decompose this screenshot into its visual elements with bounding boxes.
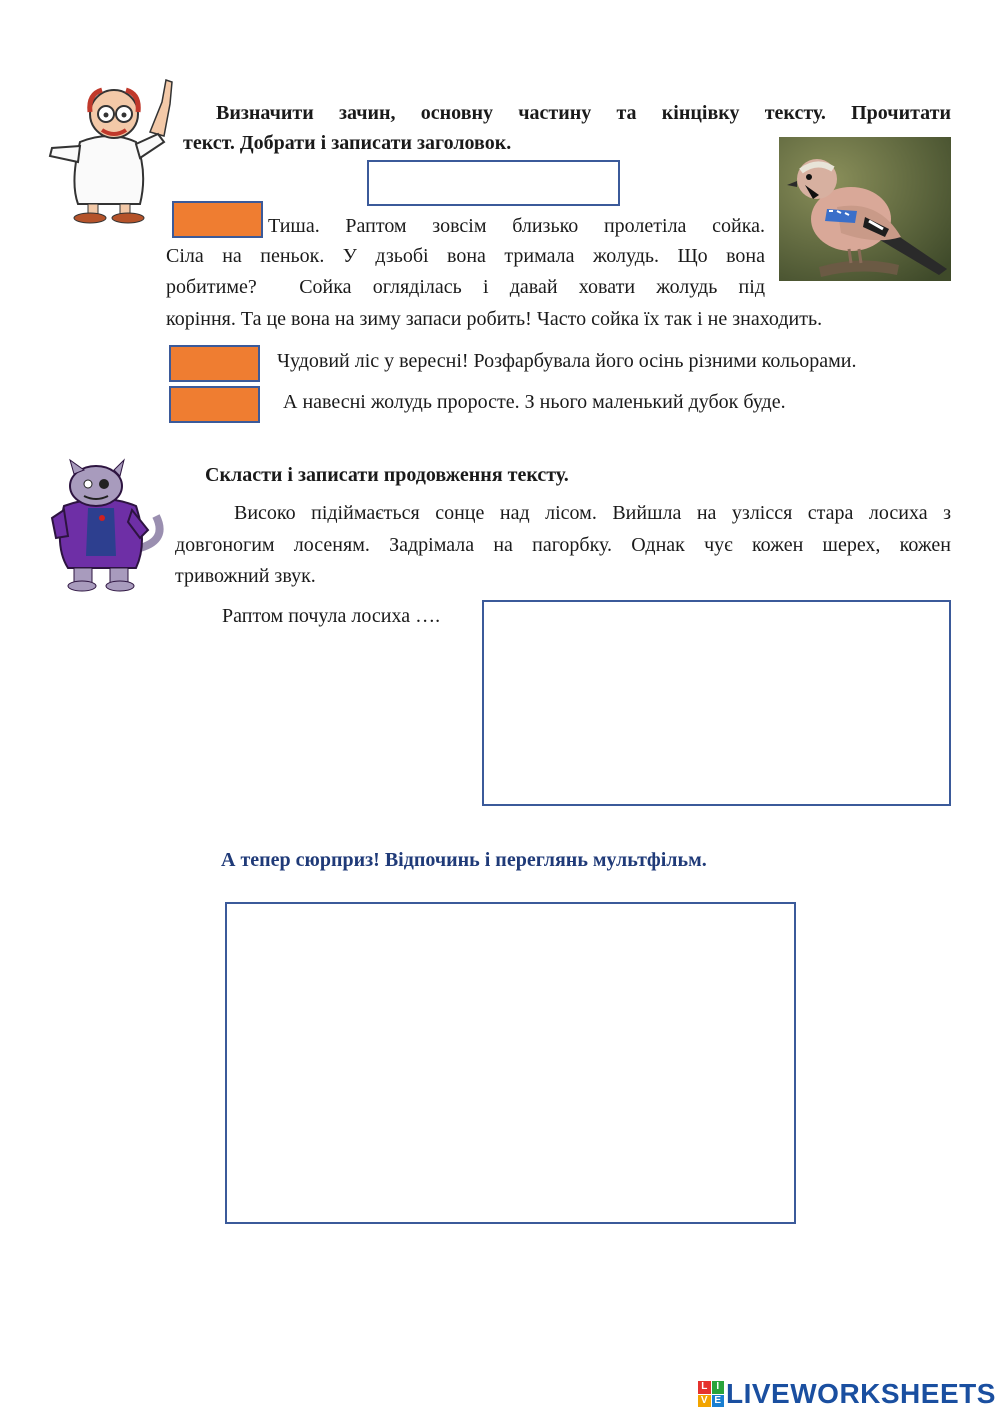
task1-heading-line1: Визначити зачин, основну частину та кінцівку тексту. Прочитати	[216, 102, 951, 124]
task2-text-line2: довгоногим лосеням. Задрімала на пагорбку. Однак чує кожен шерех, кожен	[175, 534, 951, 556]
cat-illustration	[44, 456, 166, 596]
paragraph-a-line3: робитиме? Сойка огляділась і давай ховати жолудь під	[166, 276, 765, 298]
professor-illustration	[40, 72, 180, 224]
video-embed-box[interactable]	[225, 902, 796, 1224]
paragraph-b: Чудовий ліс у вересні! Розфарбувала його осінь різними кольорами.	[277, 350, 857, 372]
paragraph-a-line1: Тиша. Раптом зовсім близько пролетіла сойка.	[268, 215, 765, 237]
task1-heading-line2: текст. Добрати і записати заголовок.	[183, 132, 512, 154]
order-box-2[interactable]	[169, 345, 260, 382]
order-box-1[interactable]	[172, 201, 263, 238]
continuation-answer-box[interactable]	[482, 600, 951, 806]
task2-heading: Скласти і записати продовження тексту.	[205, 464, 569, 486]
paragraph-a-line2: Сіла на пеньок. У дзьобі вона тримала жолудь. Що вона	[166, 245, 765, 267]
liveworksheets-logo-icon: L I V E	[698, 1381, 724, 1407]
title-input-box[interactable]	[367, 160, 620, 206]
jay-bird-photo	[779, 137, 951, 281]
liveworksheets-brand-text: LIVEWORKSHEETS	[726, 1378, 996, 1409]
surprise-text: А тепер сюрприз! Відпочинь і переглянь мультфільм.	[221, 849, 707, 871]
paragraph-c: А навесні жолудь проросте. З нього маленький дубок буде.	[283, 391, 786, 413]
order-box-3[interactable]	[169, 386, 260, 423]
paragraph-a-line4: коріння. Та це вона на зиму запаси робить! Часто сойка їх так і не знаходить.	[166, 308, 823, 330]
task2-text-line3: тривожний звук.	[175, 565, 316, 587]
liveworksheets-logo	[698, 1378, 998, 1410]
task2-prompt: Раптом почула лосиха ….	[222, 605, 441, 627]
task2-text-line1: Високо підіймається сонце над лісом. Вийшла на узлісся стара лосиха з	[234, 502, 951, 524]
